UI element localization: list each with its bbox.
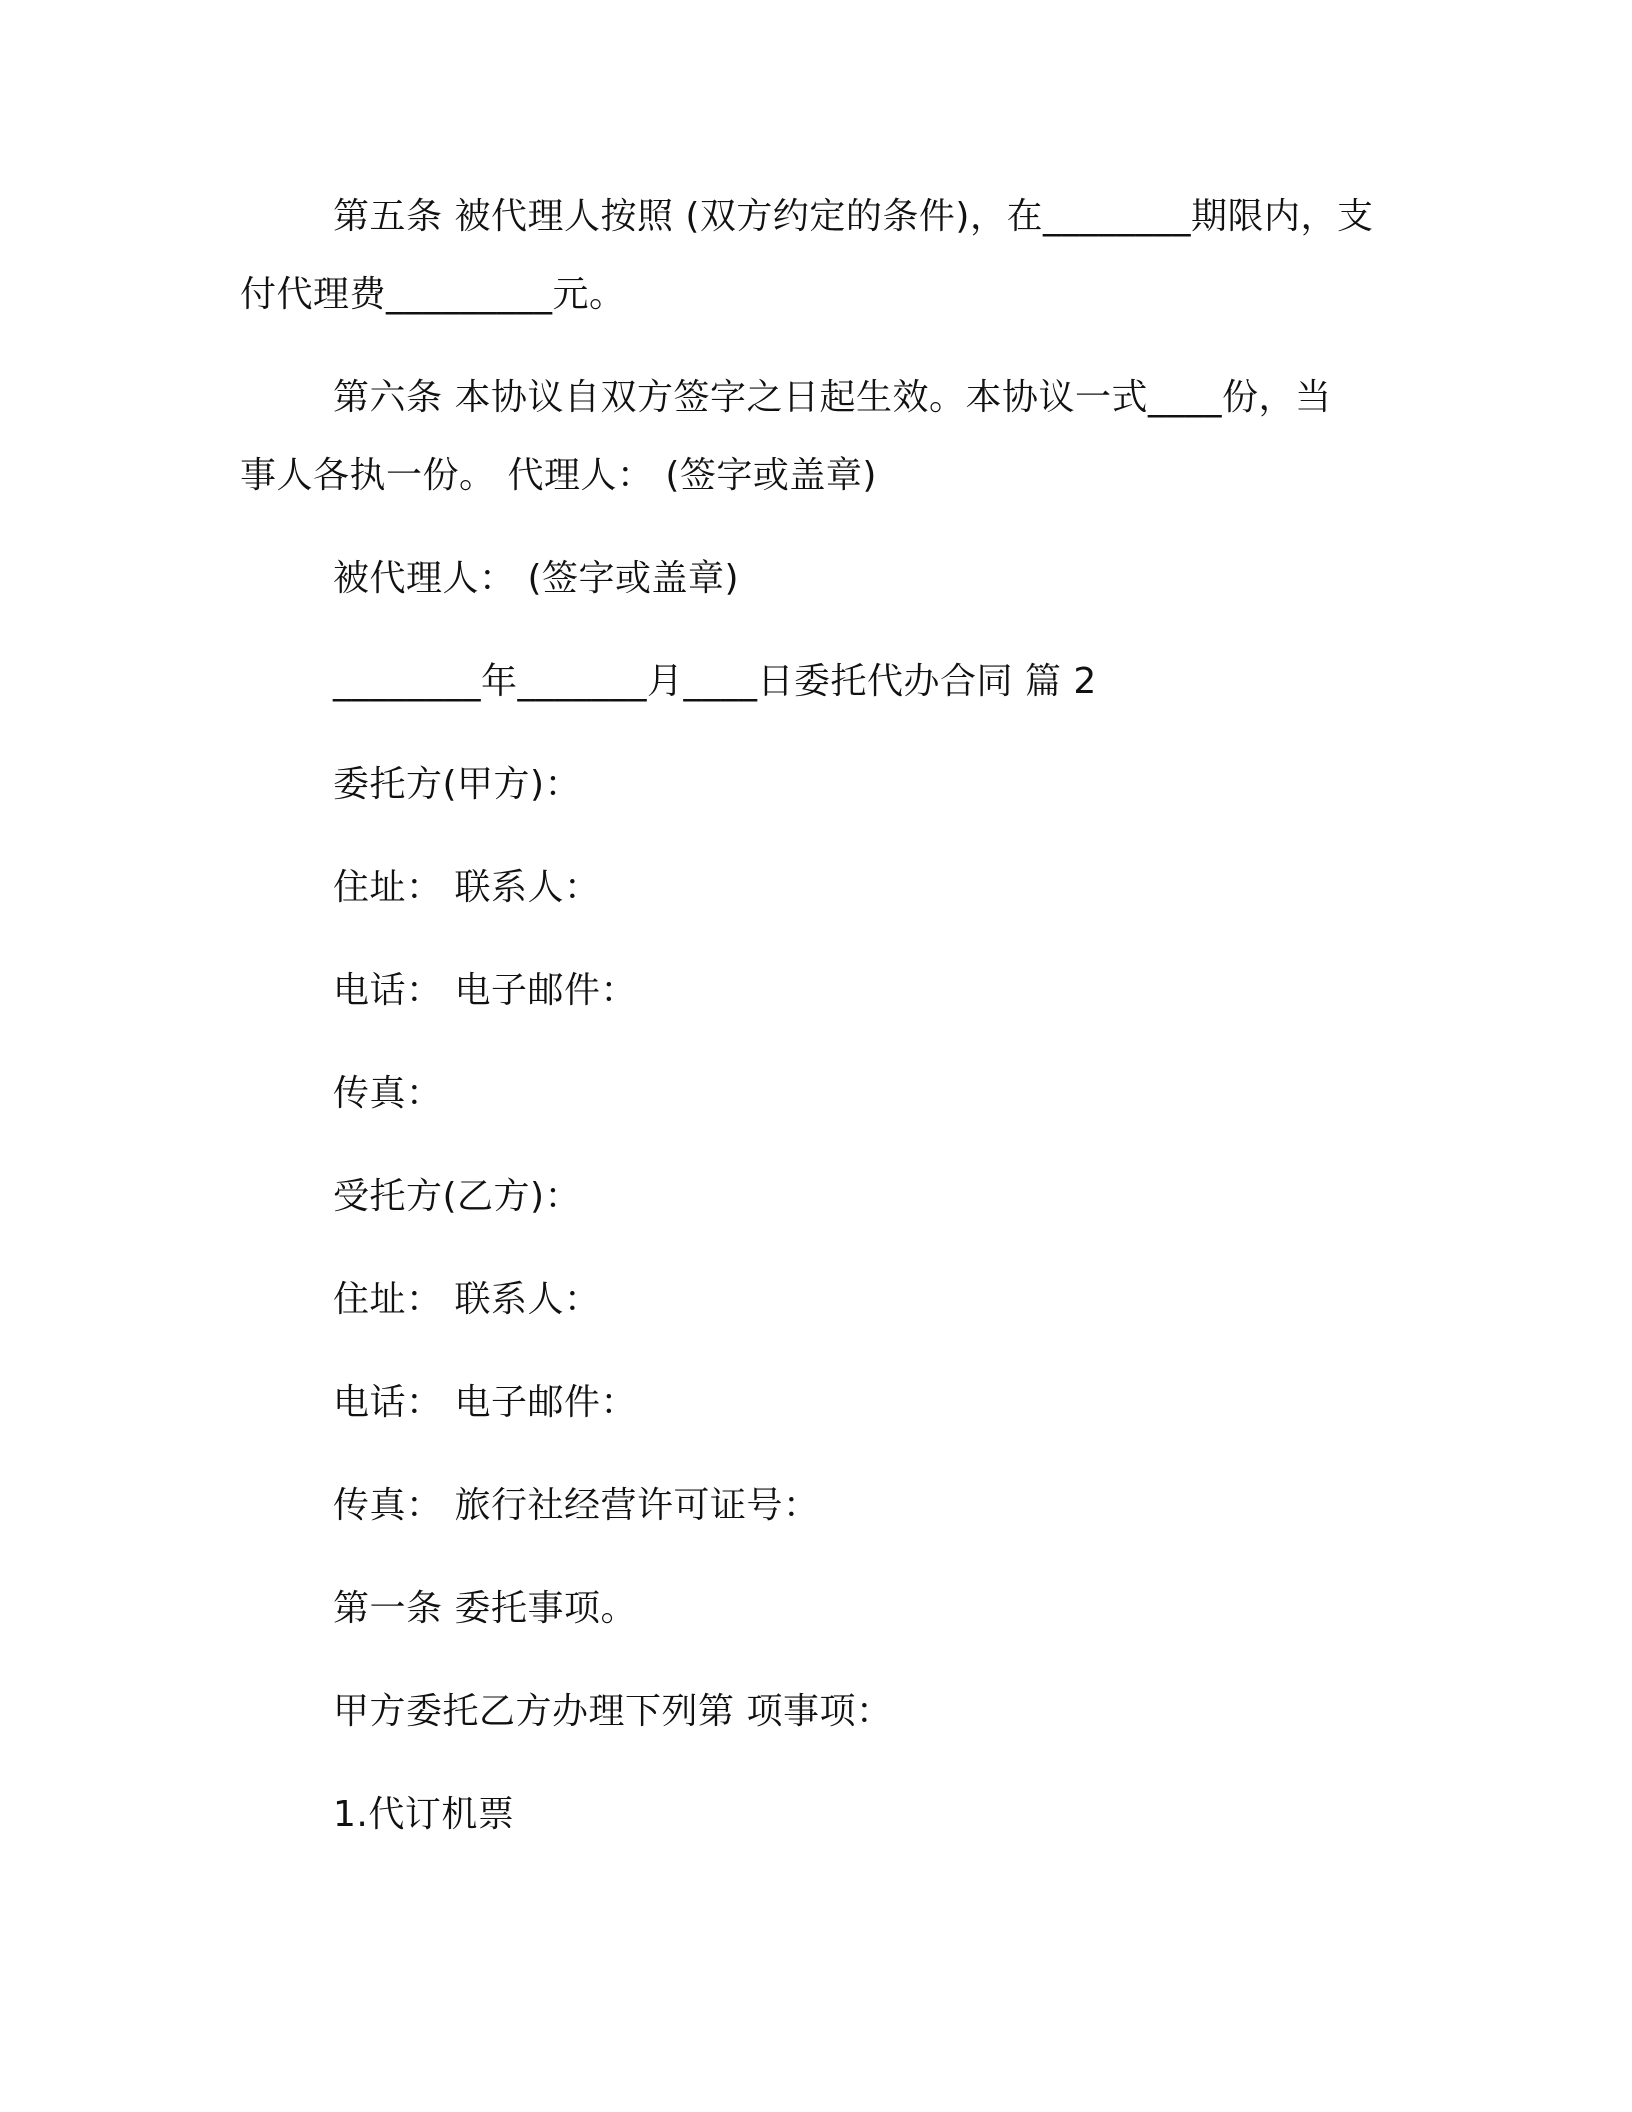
principal-signature-line: 被代理人： (签字或盖章) — [333, 558, 740, 599]
article-6-line-1: 第六条 本协议自双方签字之日起生效。本协议一式____份，当 — [333, 377, 1332, 418]
party-a-heading: 委托方(甲方)： — [333, 764, 582, 805]
party-b-phone-email: 电话： 电子邮件： — [333, 1382, 637, 1423]
entrusted-items-intro: 甲方委托乙方办理下列第 项事项： — [333, 1691, 893, 1732]
party-a-fax: 传真： — [333, 1073, 443, 1114]
article-5-line-2: 付代理费_________元。 — [240, 274, 626, 315]
article-6-line-2: 事人各执一份。 代理人： (签字或盖章) — [240, 455, 877, 496]
party-b-address-contact: 住址： 联系人： — [333, 1279, 601, 1320]
item-1-flight-booking: 1.代订机票 — [333, 1794, 515, 1835]
article-1-heading: 第一条 委托事项。 — [333, 1588, 637, 1629]
date-and-contract-title: ________年_______月____日委托代办合同 篇 2 — [333, 661, 1097, 702]
party-b-heading: 受托方(乙方)： — [333, 1176, 582, 1217]
party-a-address-contact: 住址： 联系人： — [333, 867, 601, 908]
party-a-phone-email: 电话： 电子邮件： — [333, 970, 637, 1011]
article-5-line-1: 第五条 被代理人按照 (双方约定的条件)，在________期限内，支 — [333, 196, 1374, 237]
party-b-fax-license: 传真： 旅行社经营许可证号： — [333, 1485, 820, 1526]
